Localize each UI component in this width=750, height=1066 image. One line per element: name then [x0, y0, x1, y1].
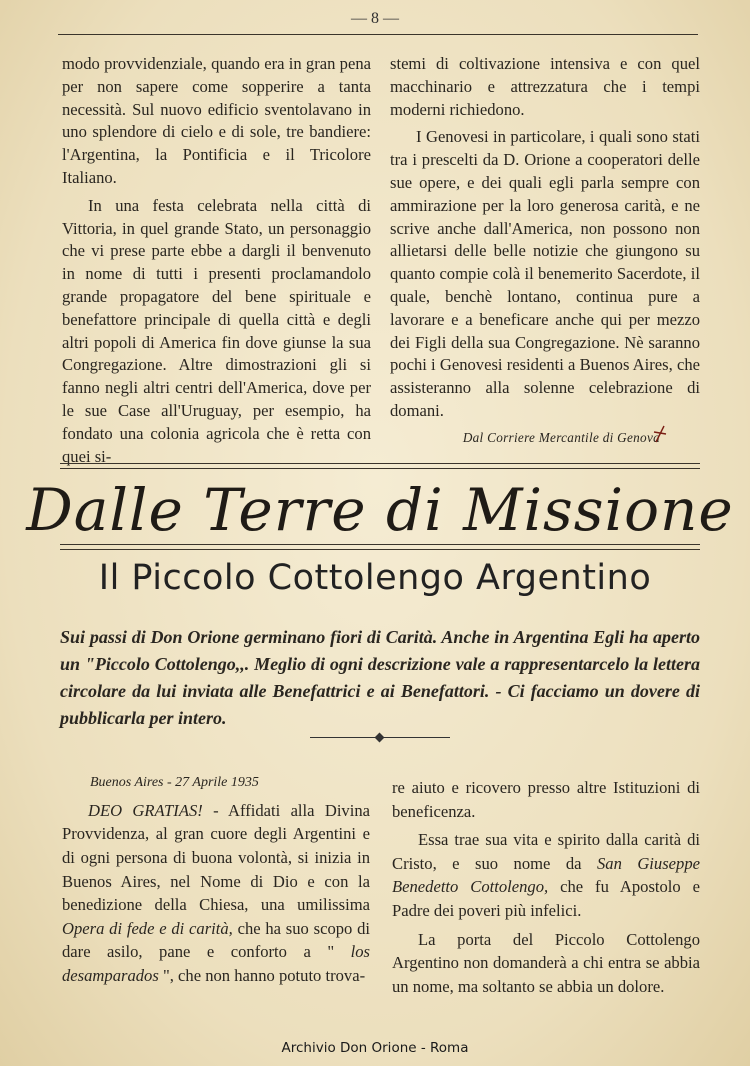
paragraph: re aiuto e ricovero presso altre Istituzioni di beneficenza.	[392, 778, 700, 821]
divider-ornament	[310, 734, 450, 740]
upper-left-column	[62, 53, 371, 468]
dateline: Buenos Aires - 27 Aprile 1935	[90, 775, 259, 790]
lower-right-column	[392, 776, 700, 998]
paragraph: stemi di coltivazione intensiva e con quel macchinario e attrezzatura che i tempi moderni richiedono.	[390, 54, 700, 119]
paragraph: I Genovesi in particolare, i quali sono stati tra i prescelti da D. Orione a cooperatori delle sue opere, e dei quali egli parla sempre con ammirazione per la loro generosa carità, e ne scrive anche dall'America, non possono non allietarsi delle belle notizie che giungono su quanto compie colà il benemerito Sacerdote, il quale, benchè lontano, continua pure a lavorare e a beneficare anche qui per mezzo dei Figli della sua Congregazione. Nè saranno pochi i Genovesi residenti a Buenos Aires, che assisteranno alla solenne celebrazione di domani.	[390, 127, 700, 420]
section-rule-top	[60, 463, 700, 469]
paragraph: modo provvidenziale, quando era in gran pena per non sapere come sopperire a tanta necessità. Sul nuovo edificio sventolavano in uno splendore di cielo e di sole, tre bandiere: l'Argentina, la Pontificia e il Tricolore Italiano.	[62, 54, 371, 187]
lower-left-column	[62, 772, 370, 988]
paragraph: La porta del Piccolo Cottolengo Argentino non domanderà a chi entra se abbia un nome, ma soltanto se abbia un dolore.	[392, 929, 700, 996]
source-credit: Dal Corriere Mercantile di Genova	[462, 429, 660, 445]
article-title: Il Piccolo Cottolengo Argentino	[98, 558, 652, 598]
article-intro: Sui passi di Don Orione germinano fiori di Carità. Anche in Argentina Egli ha aperto un "Piccolo Cottolengo,,. Meglio di ogni descrizione vale a rappresentarcelo la lettera circolare da lui inviata alle Benefattrici e ai Benefattori. - Ci facciamo un dovere di pubblicarla per intero.	[60, 627, 700, 728]
paragraph: Essa trae sua vita e spirito dalla carità di Cristo, e suo nome da San Giuseppe Benedetto Cottolengo, che fu Apostolo e Padre dei poveri più infelici.	[392, 830, 701, 920]
handwritten-mark	[652, 424, 668, 444]
section-title: Dalle Terre di Missione	[26, 476, 734, 544]
archive-footer: Archivio Don Orione - Roma	[281, 1040, 469, 1056]
upper-right-column	[390, 53, 700, 450]
paragraph: DEO GRATIAS! - Affidati alla Divina Provvidenza, al gran cuore degli Argentini e di ogni persona di buona volontà, si inizia in Buenos Aires, nel Nome di Dio e con la benedizione della Chiesa, una umilissima Opera di fede e di carità, che ha suo scopo di dare asilo, pane e conforto a " los desamparados ", che non hanno potuto trova-	[62, 800, 371, 985]
lead-phrase: DEO GRATIAS!	[88, 800, 203, 820]
top-rule	[58, 34, 698, 35]
page-number: — 8 —	[351, 10, 399, 27]
section-rule-bottom	[60, 544, 700, 550]
paragraph: In una festa celebrata nella città di Vittoria, in quel grande Stato, un personaggio che vi prese parte ebbe a dargli il benvenuto in nome di tutti i presenti proclamandolo grande propagatore del bene spirituale e benefattore principale di quella città e degli altri popoli di America fin dove giunse la sua Congregazione. Altre dimostrazioni gli si fanno negli altri centri dell'America, dove per le sue Case all'Uruguay, per esempio, ha fondato una colonia agricola che è retta con quei si-	[62, 195, 371, 466]
